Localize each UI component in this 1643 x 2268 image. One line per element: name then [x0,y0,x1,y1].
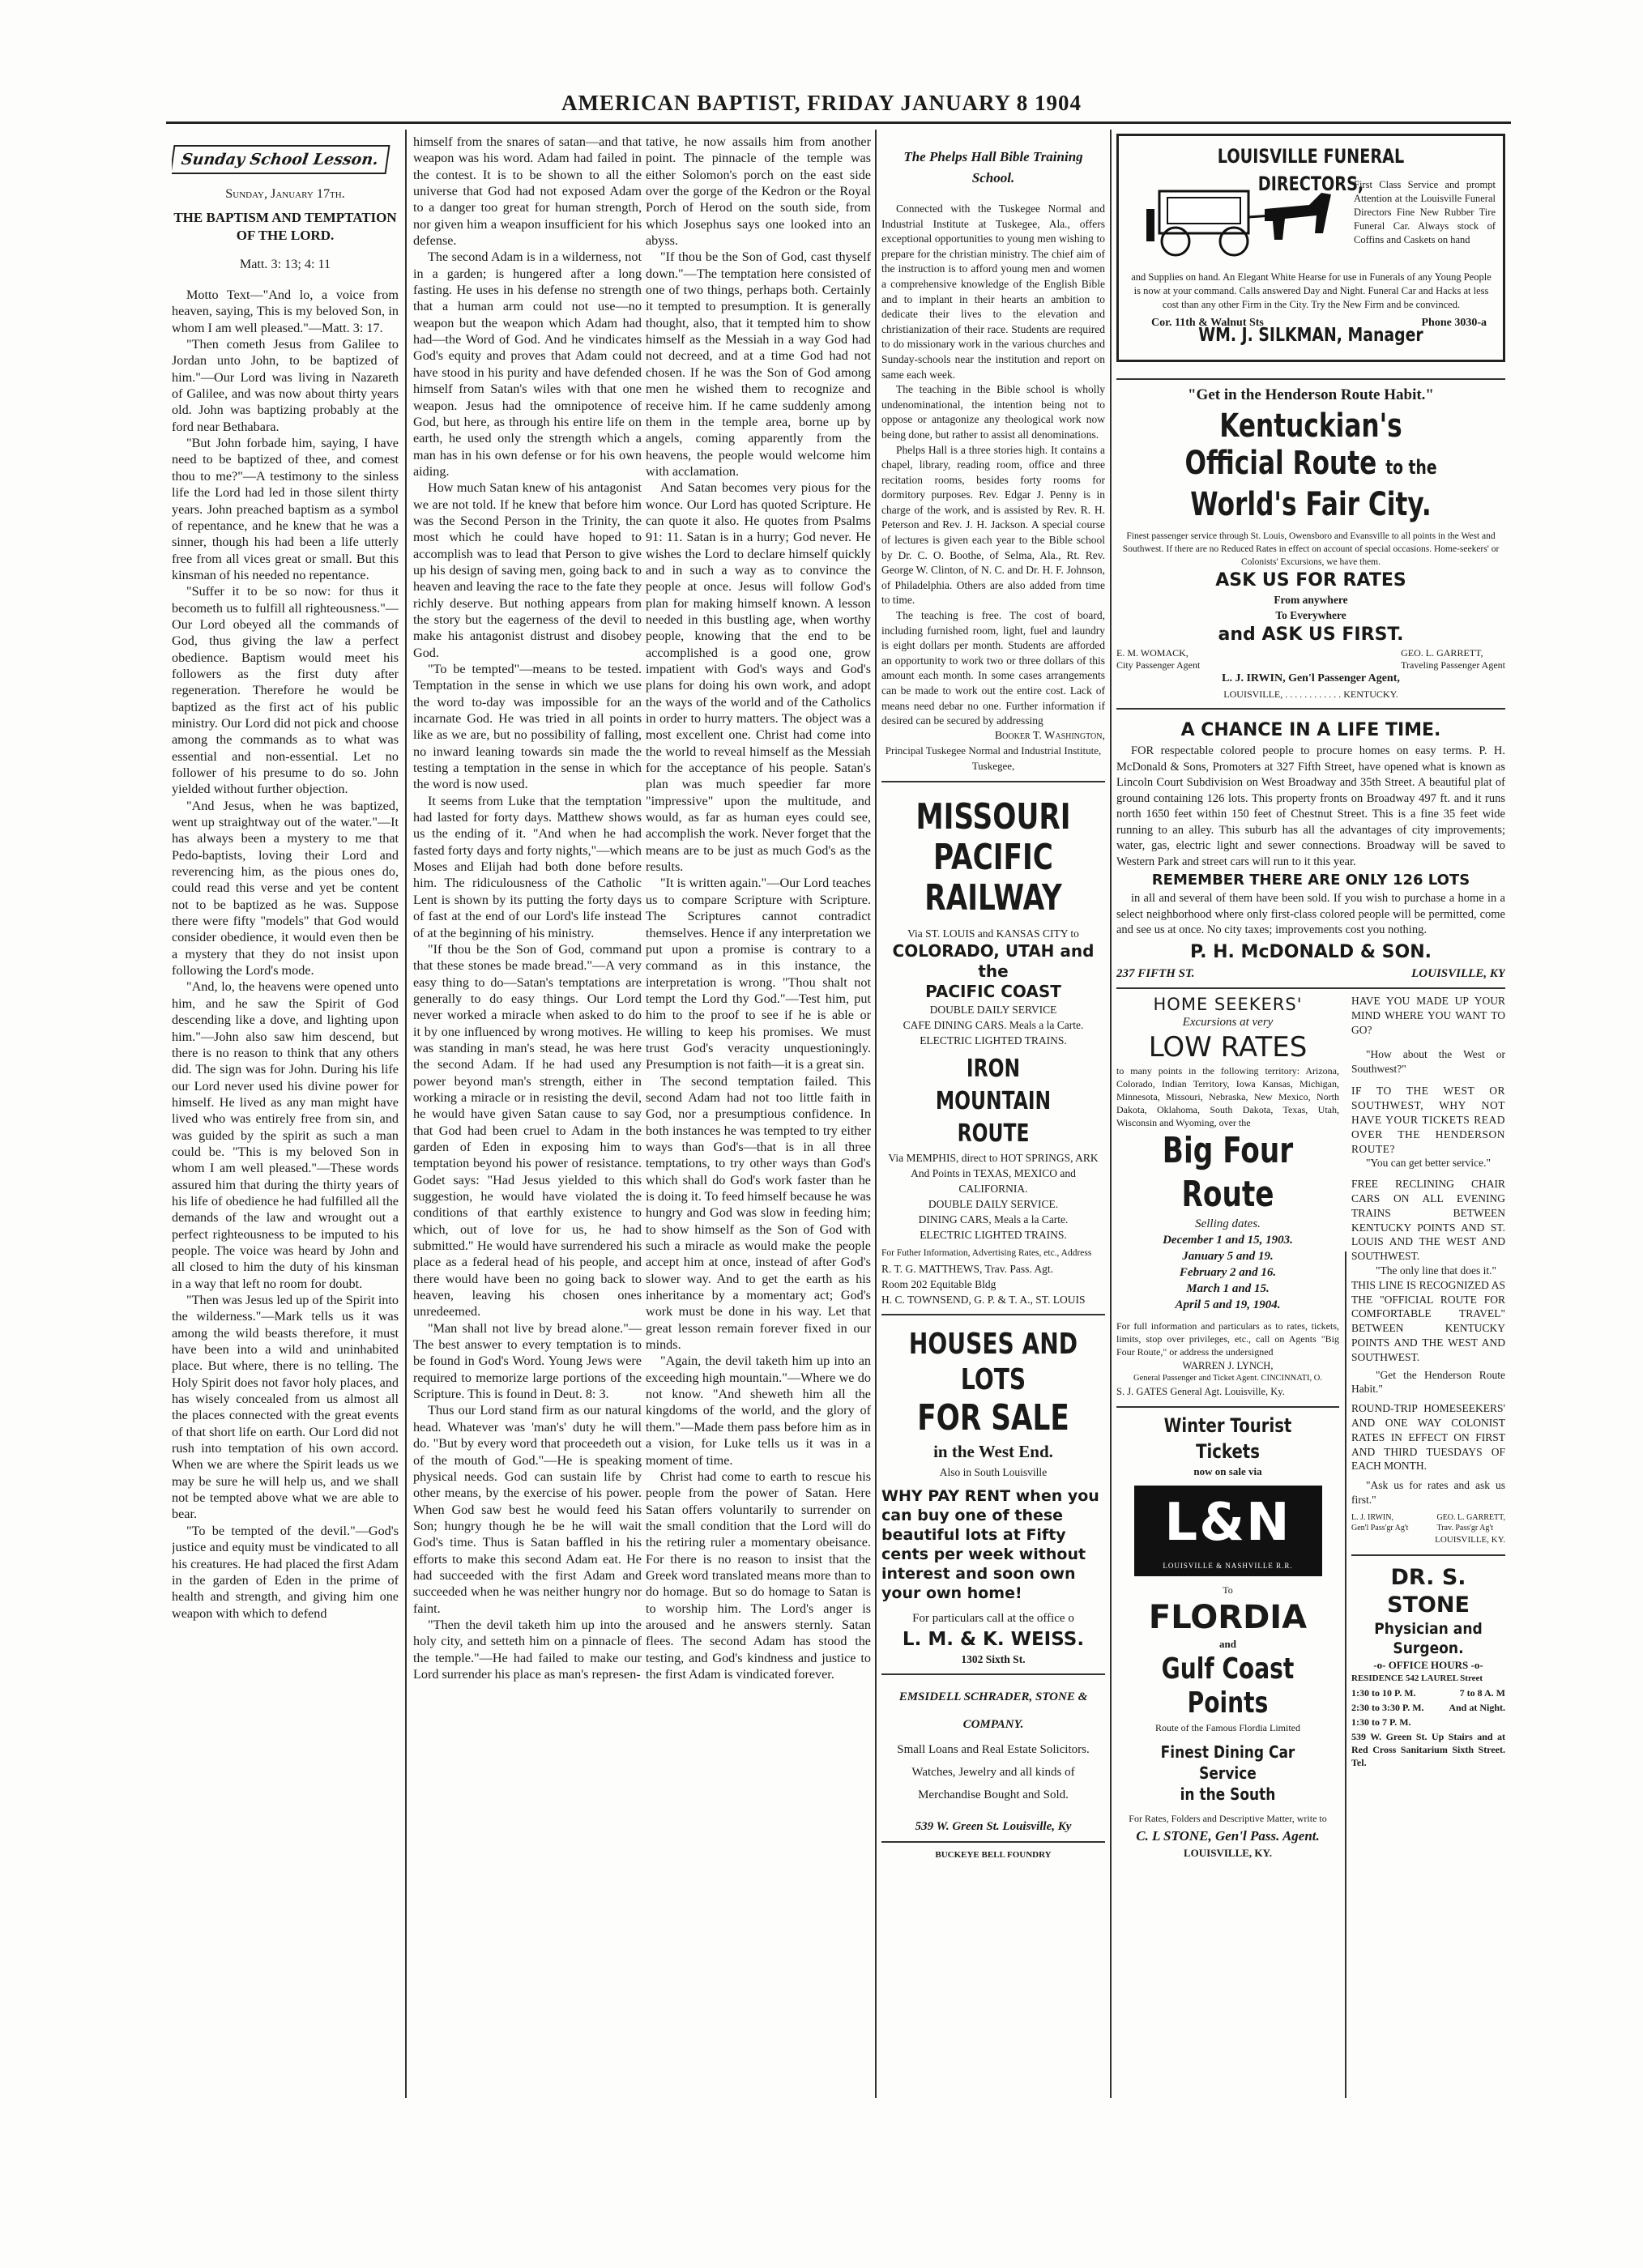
paragraph: Connected with the Tuskegee Normal and Industrial Institute at Tuskegee, Ala., offers exceptional opportunities to young men wishing to prepare for the christian ministry. The chief aim of the instruction is to afford young men and women a comprehensive knowledge of the English Bible and to implant in their hearts an ambition to dedicate their lives to the elevation and christianization of their race. Students are required to do missionary work in the various churches and Sunday-schools near the institution and report on same each week. [881,202,1105,381]
ad-text: in all and several of them have been sold. If you wish to purchase a home in a select neighborhood where only first-class colored people will be permitted, come and see us at once. No city taxes; improvements cost you nothing. [1116,892,1505,937]
missouri-pacific-ad [881,782,1105,1316]
ad-address: 539 W. Green St. Up Stairs and at Red Cross Sanitarium Sixth Street. Tel. [1351,1730,1505,1768]
agent-name: L. J. IRWIN, [1351,1512,1393,1522]
signature-title: Principal Tuskegee Normal and Industrial Institute, Tuskegee, [885,744,1102,772]
ad-text: DINING CARS, Meals a la Carte. [918,1213,1069,1226]
ad-subhead: Excursions at very [1182,1016,1274,1030]
ad-text: And Points in TEXAS, MEXICO and CALIFORNIA. [911,1167,1076,1196]
ad-text: From anywhere [1274,594,1348,606]
agent-title: City Passenger Agent [1116,659,1201,671]
ad-phone: Phone 3030-a [1421,317,1487,329]
ad-text: to many points in the following territory: Arizona, Colorado, Indian Territory, Iowa Kansas, Michigan, Minnesota, Missouri, Nebraska, New Mexico, North Dakota, Oklahoma, South Dakota, Texas, Utah, Wisconsin and Wyoming, over the [1116,1065,1339,1129]
agent-row [1116,647,1505,671]
agent-city: LOUISVILLE, KY. [1435,1534,1505,1545]
paragraph: "But John forbade him, saying, I have need to be baptized of thee, and comest thou to me?"—A testimony to the sinless life the Lord had led in those silent thirty years. John preached baptism as a symbol of repentance, and he knew that he was a sinner, though his had been a life utterly free from all vices great or small. But this kinsman of his needed no repentance. [172,436,399,582]
ad-text: "Ask us for rates and ask us first." [1351,1479,1505,1506]
ad-headline-part: to the [1385,456,1437,479]
agent-row [1351,1512,1505,1533]
ad-callout: and ASK US FIRST. [1218,625,1404,646]
paragraph: "It is written again."—Our Lord teaches us to compare Scripture with Scripture. The Scriptures cannot contradict themselves. Hence if any interpretation we put upon a promise is contrary to a command as in this instance, the interpretation is wrong. "Thou shalt not tempt the Lord thy God."—Test him, put him to the proof to see if he is able or willing to keep his promises. We must trust God's veracity unquestioningly. Presumption is not faith—it is a great sin. [646,876,871,1072]
ad-headline: MISSOURI [915,795,1071,838]
scripture-reference: Matt. 3: 13; 4: 11 [239,256,331,271]
ad-text: "Get the Henderson Route Habit." [1351,1368,1505,1396]
paragraph: himself from the snares of satan—and that weapon was his word. Adam had failed in the contest. It is to be shown to all the universe that God had not exposed Adam to a danger too great for human strength, nor given him a weapon insufficient for his defense. [413,134,642,249]
ad-text: For Futher Information, Advertising Rates, etc., Address [881,1248,1092,1259]
henderson-route-ad [1116,378,1505,710]
paragraph: And Satan becomes very pious for the wonce. Our Lord has quoted Scripture. He can quote it also. He quotes from Psalms 91: 11. Satan is in a hurry; God never. He wishes the Lord to declare himself quickly and in such a way as to convince the people at once. Jesus will follow God's plan for making himself known. A lesson needed in this bustling age, when worthy people, knowing that the end to be accomplished is a good one, grow impatient with God's ways and God's plans for doing his own work, and adopt the ways of the world and of the Catholics in order to hurry matters. The object was a most excellent one. Christ had come into the world to reveal himself as the Messiah for the acceptance of his people. Satan's plan was much speedier far more "impressive" upon the multitude, and would, as far as human eyes could see, accomplish the work. Never forget that the means are to be just as much God's as the results. [646,480,871,875]
dr-stone-ad [1351,1556,1505,1769]
agent-title: Trav. Pass'gr Ag't [1436,1523,1494,1533]
paragraph: "Suffer it to be so now: for thus it becometh us to fulfill all righteousness."—Our Lord obeyed all the commands of God, thus giving the law a perfect obedience. Baptism would meet his followers as the first duty after regeneration. Therefore he would be baptized as the first act of his public ministry. Our Lord did not pick and choose among the commands as to what was essential and non-essential. Let no follower of his presume to do so. John yielded without further objection. [172,584,399,797]
paragraph: The teaching in the Bible school is wholly undenominational, the intention being not to oppose or antagonize any theological work now being done, but rather to assist all denominations. [881,383,1105,441]
winter-tourist-ad [1116,1408,1339,1861]
paragraph: "To be tempted of the devil."—God's justice and equity must be vindicated to all his creatures. He had placed the first Adam in the garden of Eden in the prime of health and strength, and giving him one weapon with which to defend [172,1523,399,1621]
paragraph: tative, he now assails him from another point. The pinnacle of the temple was either Solomon's porch on the east side over the gorge of the Kedron or the Royal Porch of Herod on the south side, from which Josephus says one looked into an abyss. [646,134,871,249]
ad-callout: REMEMBER THERE ARE ONLY 126 LOTS [1151,872,1470,889]
funeral-directors-ad [1116,134,1505,362]
masthead: AMERICAN BAPTIST, FRIDAY JANUARY 8 1904 [561,91,1082,115]
paragraph: "Then was Jesus led up of the Spirit into the wilderness."—Mark tells us it was among the wild beasts therefore, it must have been into a wild and uninhabited place. But where, there is no telling. The Holy Spirit does not favor holy places, and has wisely concealed from us almost all the places connected with the great events of that short life on earth. Our Lord did not rush into temptation of his own accord. When we are where the Spirit leads us we may be sure he will help us, and we shall not be tempted above what we are able to bear. [172,1293,399,1522]
ad-text: DOUBLE DAILY SERVICE [929,1004,1057,1017]
lesson-continued-column [413,134,642,2102]
paragraph: "Again, the devil taketh him up into an exceeding high mountain."—Where we do not know. "And sheweth him all the kingdoms of the world, and the glory of them."—Made them pass before him as in a vision, for Luke tells us it was in a moment of time. [646,1354,871,1468]
ad-address: 237 FIFTH ST. [1116,966,1195,980]
paragraph: Thus our Lord stand firm as our natural head. Whatever was 'man's' duty he will do. "But by every word that proceedeth out of the mouth of God."—He is speaking physical needs. God can sustain life by other means, by the exercise of his power. When God saw best he would feed his Son; hungry though he be he will wait God's time. Thus is Satan baffled in his efforts to make this second Adam eat. He had succeeded with the first Adam and succeeded when he was neither hungry nor faint. [413,1403,642,1616]
ad-agent: S. J. GATES General Agt. Louisville, Ky. [1116,1386,1285,1398]
agent [1436,1512,1505,1533]
phelps-hall-notice [881,134,1105,782]
paragraph: The second Adam is in a wilderness, not in a garden; is hungered after a long fasting. He uses in his defense no strength that a human arm could not use—no weapon but the weapon which Adam had had—the Word of God. And he vindicates God's equity and proves that Adam could have stood in his purity and have defended himself from Satan's wiles with that one weapon. Jesus had the omnipotence of God, but here, as through his entire life on earth, he used only the strength which a man has in his own defense or for his own aiding. [413,249,642,479]
ad-manager: WM. J. SILKMAN, Manager [1198,325,1423,346]
ad-text: To Everywhere [1275,608,1346,621]
ad-headline: World's Fair City. [1190,486,1432,523]
paragraph: Christ had come to earth to rescue his people from the power of Satan. Here Satan offers voluntarily to surrender on the small condition that the Lord will do the retiring ruler a momentary obeisance. For there is no reason to insist that the Greek word translated means more than to do homage. But so do homage to Satan is to worship him. The Lord's anger is aroused and he answers sternly. Satan flees. The second Adam has stood the testing, and God's kindness and justice to the first Adam is vindicated forever. [646,1469,871,1682]
advertisement-column [881,134,1105,2102]
ad-address-row [1116,966,1505,982]
ad-headline-part: Official Route [1184,445,1377,482]
ad-firm: EMSIDELL SCHRADER, STONE & COMPANY. [898,1690,1088,1732]
paragraph: Phelps Hall is a three stories high. It contains a chapel, library, reading room, office and three recitation rooms, besides forty rooms for dormitory purposes. Rev. Edgar J. Penny is in charge of the work, and is assisted by Rev. R. H. Peterson and Rev. J. H. Jackson. A special course of lectures is given each year to the Bible school by Dr. C. O. Boothe, of Selma, Ala., Rt. Rev. George W. Clinton, of N. C. and Dr. H. F. Johnson, of Philadelphia. Others are also added from time to time. [881,443,1105,607]
ad-callout: ASK US FOR RATES [1215,570,1406,590]
ad-headline: Big Four Route [1162,1130,1294,1216]
paragraph: "And Jesus, when he was baptized, went up straightway out of the water."—It has always been a mystery to me that Pedo-baptists, loving their Lord and reverencing him, as the pious ones do, could read this verse and yet be content not to be baptized as he was. Suppose there were fifty "models" that God would consider obedience, it would even then be a mystery that they do not insist upon following the Lord's mode. [172,798,399,978]
signature: Booker T. Washington, [994,729,1105,742]
ad-text: First Class Service and prompt Attention at the Louisville Funeral Directors Fine New Rubber Tire Funeral Car. Always stock of Coffins and Caskets on hand [1354,179,1496,245]
hours: 1:30 to 10 P. M. [1351,1687,1416,1699]
ad-subhead: Physician and Surgeon. [1374,1619,1483,1657]
paragraph: The teaching is free. The cost of board, including furnished room, light, fuel and laundry is eight dollars per month. Students are afforded an opportunity to work two or three dollars of this amount each month. In some cases arrangements can be made to work out the entire cost. Lack of means need debar no one. Further information if desired can be secured by addressing [881,609,1105,727]
lesson-title: THE BAPTISM AND TEMPTATION OF THE LORD. [173,209,397,243]
hours: And at Night. [1449,1701,1505,1713]
ad-headline: Gulf Coast Points [1161,1652,1295,1720]
agent-title: Gen'l Pass'gr Ag't [1351,1523,1409,1533]
ad-text: Finest passenger service through St. Louis, Owensboro and Evansville to all points in the West and Southwest. If there are no Reduced Rates in effect on account of special occasions. Home-seekers' or Colonists' Excursions, we have them. [1122,531,1500,567]
ad-address: Cor. 11th & Walnut Sts [1151,317,1264,329]
lower-ads [1116,989,1505,1859]
ad-agent: C. L STONE, Gen'l Pass. Agent. [1136,1827,1320,1844]
ad-headline: FOR SALE [917,1397,1069,1439]
date-list [1116,1232,1339,1313]
left-ad-stack [1116,989,1339,1861]
date-item: April 5 and 19, 1904. [1175,1298,1281,1311]
ad-agent-title: General Passenger and Ticket Agent. CINCINNATI, O. [1133,1374,1322,1383]
schrader-ad [881,1675,1105,1843]
ad-text: For Rates, Folders and Descriptive Matter, write to [1129,1813,1327,1825]
ad-callout: Finest Dining Car Service [1160,1742,1295,1784]
paragraph: "Man shall not live by bread alone."—The best answer to every temptation is to be found in God's Word. Young Jews were required to memorize large portions of the Scripture. This is found in Deut. 8: 3. [413,1320,642,1402]
lesson-continued-column [646,134,871,2102]
column-rule [1110,130,1112,2098]
ad-text: Room 202 Equitable Bldg [881,1278,996,1291]
ad-address: 1302 Sixth St. [961,1652,1026,1665]
hearse-illustration-icon [1143,177,1346,258]
agent [1401,647,1505,671]
agent [1351,1512,1408,1533]
paragraph: "Then the devil taketh him up into the holy city, and setteth him on a pinnacle of the temple."—He had failed to make our Lord surrender his place as man's represen- [413,1617,642,1682]
ad-slogan: "Get in the Henderson Route Habit." [1188,386,1434,403]
ad-text: CAFE DINING CARS. Meals a la Carte. [903,1019,1084,1032]
henderson-questions-ad [1351,989,1505,1555]
paragraph: Motto Text—"And lo, a voice from heaven, saying, This is my beloved Son, in whom I am well pleased."—Matt. 3: 17. [172,288,399,335]
agent [1116,647,1200,671]
date-item: December 1 and 15, 1903. [1163,1233,1293,1247]
hours: 7 to 8 A. M [1459,1687,1505,1699]
date-item: January 5 and 19. [1182,1249,1274,1263]
ad-firm: L. M. & K. WEISS. [902,1628,1085,1650]
ad-destination: COLORADO, UTAH and the [892,941,1095,982]
ad-text: FREE RECLINING CHAIR CARS ON ALL EVENING TRAINS BETWEEN KENTUCKY POINTS AND ST. LOUIS AND THE WEST AND SOUTHWEST. [1351,1178,1505,1263]
column-rule [405,130,407,2098]
ad-text: Small Loans and Real Estate Solicitors. Watches, Jewelry and all kinds of Merchandise Bought and Sold. [897,1743,1090,1802]
ad-agent: WARREN J. LYNCH, [1182,1359,1274,1371]
paragraph: It seems from Luke that the temptation had lasted for forty days. Matthew shows us the ending of it. "And when he had fasted forty days and forty nights,"—which Moses and Elijah had both done before him. The ridiculousness of the Catholic Lent is shown by its putting the forty days of fast at the end of our Lord's life instead of at the beginning of his ministry. [413,793,642,940]
agent-name: E. M. WOMACK, [1116,647,1189,659]
ad-headline: PACIFIC [933,836,1053,878]
ad-callout: in the South [1180,1784,1276,1805]
paragraph: "If thou be the Son of God, cast thyself down."—The temptation here consisted of one of two things, perhaps both. Certainly it tempted to presumption. It is generally thought, also, that it tempted him to show himself as the Messiah in a way God had not decreed, and at a time God had not chosen. If he was the Son of God among men he wished them to recognize and receive him. If he came suddenly among them in the temple area, borne up by angels, coming apparently from the heavens, the people would welcome him with acclamation. [646,249,871,479]
right-ad-stack [1351,989,1505,1768]
ad-text: For full information and particulars as to rates, tickets, limits, stop over privileges, etc., call on Agents "Big Four Route," or address the undersigned [1116,1319,1339,1358]
buckeye-ad: BUCKEYE BELL FOUNDRY [935,1849,1052,1860]
chance-in-lifetime-ad [1116,710,1505,989]
column-rule [875,130,877,2098]
ad-text: H. C. TOWNSEND, G. P. & T. A., ST. LOUIS [881,1294,1086,1307]
ln-logo-text: L&N [1164,1493,1291,1554]
notice-title: The Phelps Hall Bible Training School. [903,149,1083,185]
advertisement-column [1116,134,1505,2102]
agent-name: GEO. L. GARRETT, [1401,647,1483,659]
paragraph: "Then cometh Jesus from Galilee to Jordan unto John, to be baptized of him."—Our Lord was living in Nazareth of Galilee, and was now about thirty years old. John was baptizing probably at the ford near Bethabara. [172,337,399,434]
ad-text: THIS LINE IS RECOGNIZED AS THE "OFFICIAL ROUTE FOR COMFORTABLE TRAVEL" BETWEEN KENTUCKY POINTS AND THE WEST AND SOUTHWEST. [1351,1278,1505,1363]
paragraph: "If thou be the Son of God, command that these stones be made bread."—A very easy thing to do—Satan's temptations are generally to do easy things. Our Lord never worked a miracle when asked to do it by one influenced by wrong motives. He was standing in man's stead, he was here the second Adam. If he had used any power beyond man's strength, either in working a miracle or in resisting the devil, he would have given Satan cause to say that God had been cruel to Adam in the garden of Eden in exposing him to temptation beyond his power of resistance. Godet says: "Had Jesus yielded to this suggestion, he would have violated the conditions of that earthly existence to which, out of love for us, he had submitted." He would have surrendered his place as a federal head of his people, and there would have been no going back to heaven, leaving his chosen ones unredeemed. [413,941,642,1319]
ad-text: ELECTRIC LIGHTED TRAINS. [920,1229,1067,1242]
ad-subhead: in the West End. [933,1442,1053,1462]
ad-text: HAVE YOU MADE UP YOUR MIND WHERE YOU WANT TO GO? [1351,995,1505,1037]
ad-headline: Winter Tourist Tickets [1163,1413,1292,1463]
home-seekers-ad [1116,989,1339,1407]
ad-text: ROUND-TRIP HOMESEEKERS' AND ONE WAY COLONIST RATES IN EFFECT ON FIRST AND THIRD TUESDAYS OF EACH MONTH. [1351,1402,1505,1473]
office-hours-label: -o- OFFICE HOURS -o- [1373,1658,1483,1671]
ad-headline: HOME SEEKERS' [1153,995,1303,1015]
residence: RESIDENCE 542 LAUREL Street [1351,1673,1483,1684]
ln-railroad-logo [1134,1486,1322,1576]
hours-row [1351,1686,1505,1701]
sunday-school-lesson-column [172,134,399,2102]
ad-headline: IRON MOUNTAIN ROUTE [935,1055,1052,1149]
ad-headline: LOUISVILLE FUNERAL DIRECTORS, [1217,145,1405,195]
ad-text: Also in South Louisville [939,1466,1048,1479]
paragraph: How much Satan knew of his antagonist we are not told. If he knew that before him was the Second Person in the Trinity, the most which he could have hoped to accomplish was to lead that Person to give up his design of saving men, going back to heaven and leaving the race to the fate they richly deserve. But nothing appears from the story but the eagerness of the devil to make his antagonist distrust and disobey God. [413,480,642,660]
paragraph: The second temptation failed. This second Adam had not too little faith in God, nor a presumptious confidence. In both instances he was tempted to try either ways than God's—that is in all three temptations, to try other ways than God's which shall do God's work faster than he is doing it. To feed himself because he was hungry and God was slow in feeding him; to show himself as the Son of God with such a miracle as would make the people accept him at once, instead of after God's slower way. And to get the earth as his inheritance by a momentary act; God's work must be done in his way. Let that great lesson remain forever fixed in our minds. [646,1073,871,1353]
ad-destination: PACIFIC COAST [925,982,1061,1002]
hours: 1:30 to 7 P. M. [1351,1716,1411,1728]
ad-text: FOR respectable colored people to procure homes on easy terms. P. H. McDonald & Sons, Promoters at 327 Fifth Street, have opened what is known as Lincoln Court Subdivision on West Broadway and 35th Street. A beautiful plat of ground containing 126 lots. This property fronts on Broadway 497 ft. and it runs north 1650 feet within 150 feet of Chestnut Street. This is a fine 35 feet wide running to an alley. This suburb has all the advantages of city improvements; water, gas, electric light and sewer connections. Broadway will be saved to Western Park and street cars will run to it this year. [1116,744,1505,868]
ad-headline: LOW RATES [1148,1031,1308,1064]
ad-text: IF TO THE WEST OR SOUTHWEST, WHY NOT HAVE YOUR TICKETS READ OVER THE HENDERSON ROUTE? [1351,1085,1505,1155]
ad-text: "How about the West or Southwest?" [1351,1047,1505,1075]
ln-logo-caption: LOUISVILLE & NASHVILLE R.R. [1163,1562,1293,1571]
ad-text: Route of the Famous Flordia Limited [1155,1721,1300,1733]
ad-headline: A CHANCE IN A LIFE TIME. [1180,720,1441,741]
ad-city: LOUISVILLE, KY. [1184,1846,1272,1859]
ad-text: Via MEMPHIS, direct to HOT SPRINGS, ARK [888,1152,1099,1165]
ad-text: DOUBLE DAILY SERVICE. [928,1198,1059,1211]
ad-text: ELECTRIC LIGHTED TRAINS. [920,1034,1067,1047]
lesson-date: Sunday, January 17th. [225,186,345,202]
ad-text: and Supplies on hand. An Elegant White Hearse for use in Funerals of any Young People is now at your command. Calls answered Day and Night. Funeral Car and Hacks at less cost than any other Firm in the City. Try the New Firm and be convinced. [1131,271,1492,310]
ad-city: LOUISVILLE, KY [1411,966,1505,980]
agent-title: Traveling Passenger Agent [1401,659,1505,671]
date-item: March 1 and 15. [1186,1281,1270,1295]
ad-subhead: now on sale via [1193,1464,1262,1477]
houses-and-lots-ad [881,1315,1105,1675]
agent-name: L. J. IRWIN, Gen'l Passenger Agent, [1222,672,1400,685]
ad-text: For particulars call at the office o [912,1612,1074,1626]
ad-text: To [1223,1584,1233,1597]
ad-pitch: WHY PAY RENT when you can buy one of these beautiful lots at Fifty cents per week without interest and soon own your own home! [881,1487,1099,1603]
ad-headline: RAILWAY [924,876,1062,919]
paragraph: "To be tempted"—means to be tested. Temptation in the sense in which we use the word to-day was impossible for an incarnate God. He was tried in all points like as we are, but no possibility of falling, no inward leaning towards sin made the testing a temptation in the sense in which the word is now used. [413,662,642,792]
date-item: February 2 and 16. [1179,1265,1277,1279]
ad-subhead: Selling dates. [1195,1217,1261,1231]
ad-firm: P. H. McDONALD & SON. [1190,941,1432,962]
agent-name: GEO. L. GARRETT, [1436,1512,1505,1522]
ad-text: "The only line that does it." [1376,1264,1496,1277]
hours: 2:30 to 3:30 P. M. [1351,1701,1424,1713]
ad-text: and [1219,1638,1236,1651]
masthead-rule [166,122,1511,124]
paragraph: "And, lo, the heavens were opened unto him, and he saw the Spirit of God descending like a dove, and lighting upon him."—John also saw him descend, but there is no reason to think that any others did. The sign was for John. During his life our Lord never used his divine power for himself. He lived as any man might have lived who was entirely free from sin, and was guided by the spirit as such a man could be. "This is my beloved Son in whom I am well pleased."—These words assured him that during the thirty years of his life of obedience he had fulfilled all the demands of the law and wrought out a perfect righteousness to be imputed to his people. The voice was heard by John and all closed to him the duty of his kinsman in a way that left no room for doubt. [172,979,399,1291]
ad-headline [1159,445,1462,486]
ad-headline: FLORDIA [1148,1599,1308,1637]
ad-text: "You can get better service." [1366,1157,1491,1170]
agent-city: LOUISVILLE, . . . . . . . . . . . . KENTUCKY. [1223,688,1398,700]
ad-address: 539 W. Green St. Louisville, Ky [915,1820,1072,1834]
ad-headline: HOUSES AND LOTS [908,1328,1078,1397]
ad-headline: DR. S. STONE [1387,1564,1470,1618]
hours-row [1351,1701,1505,1716]
ad-headline: Kentuckian's [1219,407,1402,445]
ad-text: R. T. G. MATTHEWS, Trav. Pass. Agt. [881,1263,1054,1276]
section-heading: Sunday School Lesson. [172,145,390,174]
ad-text: Via ST. LOUIS and KANSAS CITY to [907,927,1079,940]
